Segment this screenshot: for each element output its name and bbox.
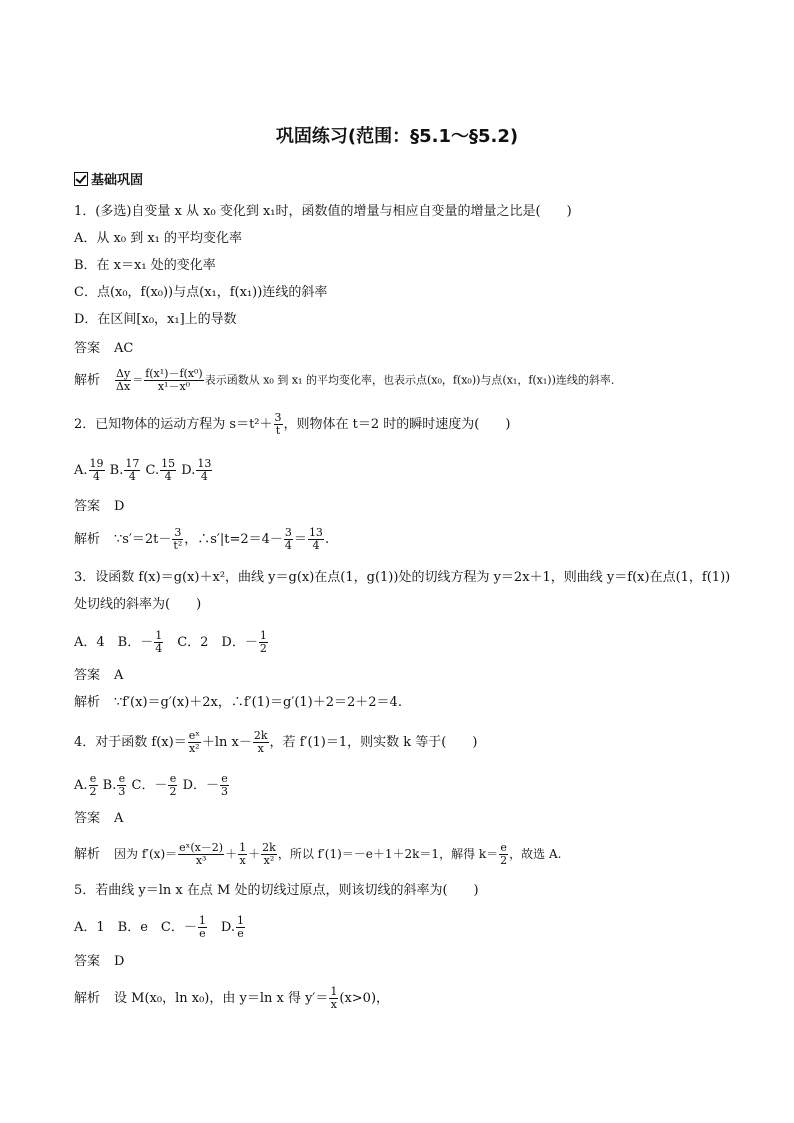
q4-answer: 答案 A: [74, 811, 124, 826]
section-title: 基础巩固: [91, 173, 144, 188]
analysis-label: 解析: [74, 372, 101, 388]
q1-option-d: D．在区间[x₀，x₁]上的导数: [74, 312, 237, 327]
q1-answer: [74, 340, 133, 358]
q2-option-b: B. $\frac{17}{4}$: [109, 457, 140, 483]
fraction: $\frac{3}{t}$: [274, 411, 282, 437]
q1-analysis: 解析 $\frac{\Delta y}{\Delta x}$ ＝ $\frac{\text{f(x¹)－f(x⁰)}}{\text{x¹－x⁰}}$ 表示函数从 x₀ 到 x₁ 的平均变化率，也表示点(x₀，f(x₀))与点(x₁，f(x₁))连线的斜率．: [74, 367, 622, 393]
q3-answer: 答案 A: [74, 668, 124, 683]
section-header: [74, 172, 143, 190]
checkbox-icon: [74, 172, 88, 186]
answer-label: 答案: [74, 341, 101, 356]
q3-stem-line1: 3．设函数 f(x)＝g(x)＋x²，曲线 y＝g(x)在点(1，g(1))处的切线方程为 y＝2x＋1，则曲线 y＝f(x)在点(1，f(1)): [74, 570, 731, 585]
q2-answer: 答案 D: [74, 499, 125, 514]
page-title: 巩固练习(范围：§5.1～§5.2): [275, 126, 519, 147]
q3-stem-line2: 处切线的斜率为( ): [74, 597, 202, 612]
answer-value: AC: [114, 341, 134, 356]
q5-analysis: 解析 设 M(x₀，ln x₀)，由 y＝ln x 得 y′＝ $\frac{1}{x}$ (x>0)，: [74, 985, 390, 1011]
q1-option-c: C．点(x₀，f(x₀))与点(x₁，f(x₁))连线的斜率: [74, 285, 328, 300]
q3-analysis: 解析 ∵f′(x)＝g′(x)＋2x，∴f′(1)＝g′(1)＋2＝2＋2＝4.: [74, 695, 402, 710]
fraction: $\frac{\text{f(x¹)－f(x⁰)}}{\text{x¹－x⁰}}$: [145, 367, 203, 393]
q4-options: A. $\frac{e}{2}$ B. $\frac{e}{3}$ C．－ $\frac{e}{2}$ D．－ $\frac{e}{3}$: [74, 772, 229, 798]
q4-stem: 4．对于函数 f(x)＝ $\frac{\text{eˣ}}{\text{x²}}$ ＋ln x－ $\frac{2k}{x}$ ，若 f′(1)＝1，则实数 k 等于( ): [74, 729, 478, 755]
fraction: $\frac{\Delta y}{\Delta x}$: [116, 367, 131, 393]
q1-option-a: A．从 x₀ 到 x₁ 的平均变化率: [74, 231, 243, 246]
q2-analysis: 解析 ∵s′＝2t－ $\frac{3}{\text{t²}}$ ，∴s′|t=2＝4－ $\frac{3}{4}$ ＝ $\frac{13}{4}$ .: [74, 526, 330, 552]
q2-option-a: A. $\frac{19}{4}$: [74, 457, 104, 483]
q2-option-c: C. $\frac{15}{4}$: [145, 457, 176, 483]
q5-answer: 答案 D: [74, 954, 125, 969]
q2-stem: 2．已知物体的运动方程为 s＝t²＋ $\frac{3}{t}$ ，则物体在 t＝2 时的瞬时速度为( ): [74, 411, 511, 437]
q5-options: A．1 B．e C．－ $\frac{1}{e}$ D. $\frac{1}{e}$: [74, 914, 244, 940]
q1-stem: 1．(多选)自变量 x 从 x₀ 变化到 x₁时，函数值的增量与相应自变量的增量之比是( ): [74, 204, 572, 219]
q1-option-b: B．在 x＝x₁ 处的变化率: [74, 258, 216, 273]
q5-stem: 5．若曲线 y＝ln x 在点 M 处的切线过原点，则该切线的斜率为( ): [74, 883, 479, 898]
q2-options: [74, 458, 213, 483]
q4-analysis: 解析 因为 f′(x)＝ $\frac{\text{eˣ(x－2)}}{\text{x³}}$ ＋ $\frac{1}{x}$ ＋ $\frac{2k}{\text{x²}}$ ，所以 f′(1)＝－e＋1＋2k＝1，解得 k＝ $\frac{e}{2}$ ，故选 A.: [74, 841, 562, 867]
q2-option-d: D. $\frac{13}{4}$: [181, 457, 212, 483]
q3-options: A．4 B．－ $\frac{1}{4}$ C．2 D．－ $\frac{1}{2}$: [74, 629, 267, 655]
